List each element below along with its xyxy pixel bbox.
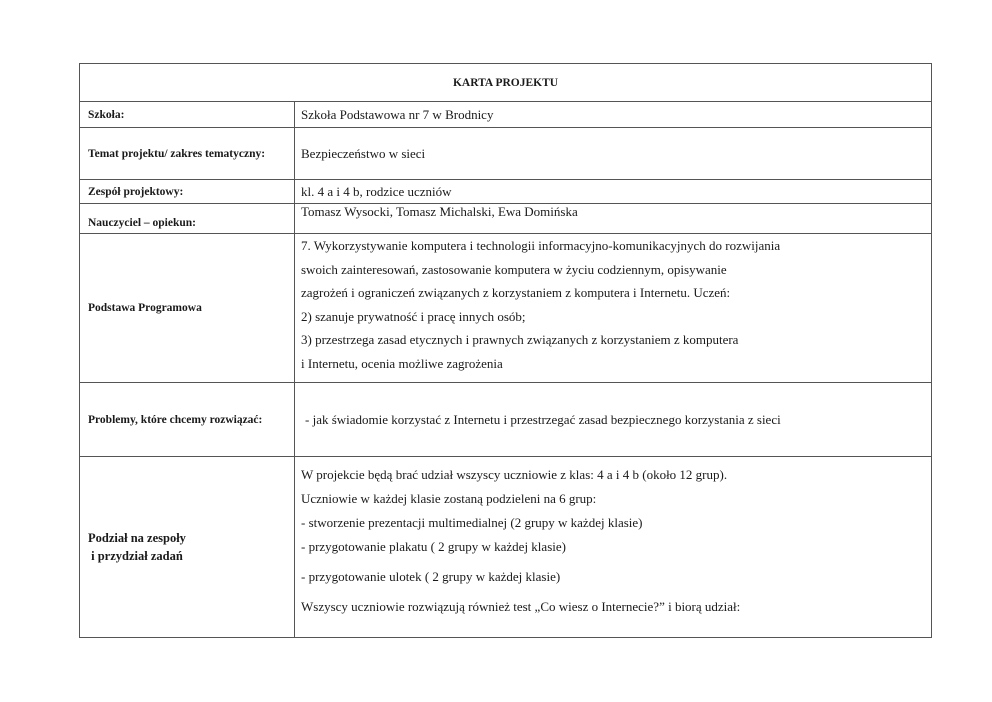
curriculum-line: 7. Wykorzystywanie komputera i technologii informacyjno-komunikacyjnych do rozwijania bbox=[301, 238, 781, 253]
topic-value: Bezpieczeństwo w sieci bbox=[295, 128, 932, 180]
problems-label: Problemy, które chcemy rozwiązać: bbox=[80, 383, 295, 457]
topic-label: Temat projektu/ zakres tematyczny: bbox=[80, 128, 295, 180]
school-label: Szkoła: bbox=[80, 102, 295, 128]
division-line: - stworzenie prezentacji multimedialnej (2 grupy w każdej klasie) bbox=[301, 515, 643, 530]
row-curriculum bbox=[80, 234, 932, 383]
teacher-value: Tomasz Wysocki, Tomasz Michalski, Ewa Domińska bbox=[295, 204, 932, 234]
division-line: - przygotowanie plakatu ( 2 grupy w każdej klasie) bbox=[301, 539, 566, 554]
row-division bbox=[80, 457, 932, 638]
curriculum-label: Podstawa Programowa bbox=[80, 234, 295, 383]
row-school bbox=[80, 102, 932, 128]
division-label bbox=[80, 457, 295, 638]
row-team bbox=[80, 180, 932, 204]
curriculum-value bbox=[295, 234, 932, 383]
division-line: Wszyscy uczniowie rozwiązują również test „Co wiesz o Internecie?” i biorą udział: bbox=[301, 599, 741, 614]
school-value: Szkoła Podstawowa nr 7 w Brodnicy bbox=[295, 102, 932, 128]
team-label: Zespół projektowy: bbox=[80, 180, 295, 204]
team-value: kl. 4 a i 4 b, rodzice uczniów bbox=[295, 180, 932, 204]
row-problems bbox=[80, 383, 932, 457]
division-line: Uczniowie w każdej klasie zostaną podzieleni na 6 grup: bbox=[301, 491, 597, 506]
curriculum-line: 3) przestrzega zasad etycznych i prawnych związanych z korzystaniem z komputera bbox=[301, 332, 739, 348]
card-title: KARTA PROJEKTU bbox=[80, 64, 932, 102]
division-label-line: Podział na zespoły bbox=[88, 531, 186, 545]
curriculum-line: zagrożeń i ograniczeń związanych z korzystaniem z komputera i Internetu. Uczeń: bbox=[301, 285, 731, 301]
row-teacher bbox=[80, 204, 932, 234]
curriculum-line: 2) szanuje prywatność i pracę innych osób; bbox=[301, 308, 526, 324]
teacher-label: Nauczyciel – opiekun: bbox=[80, 204, 295, 234]
problems-value: - jak świadomie korzystać z Internetu i przestrzegać zasad bezpiecznego korzystania z sieci bbox=[295, 383, 932, 457]
division-value bbox=[295, 457, 932, 638]
row-topic bbox=[80, 128, 932, 180]
project-card-table bbox=[79, 63, 932, 638]
division-line: - przygotowanie ulotek ( 2 grupy w każdej klasie) bbox=[301, 569, 561, 584]
curriculum-line: i Internetu, ocenia możliwe zagrożenia bbox=[301, 355, 503, 371]
title-row bbox=[80, 64, 932, 102]
division-label-line: i przydział zadań bbox=[88, 549, 183, 563]
division-line: W projekcie będą brać udział wszyscy uczniowie z klas: 4 a i 4 b (około 12 grup). bbox=[301, 467, 728, 482]
curriculum-line: swoich zainteresowań, zastosowanie komputera w życiu codziennym, opisywanie bbox=[301, 261, 727, 277]
